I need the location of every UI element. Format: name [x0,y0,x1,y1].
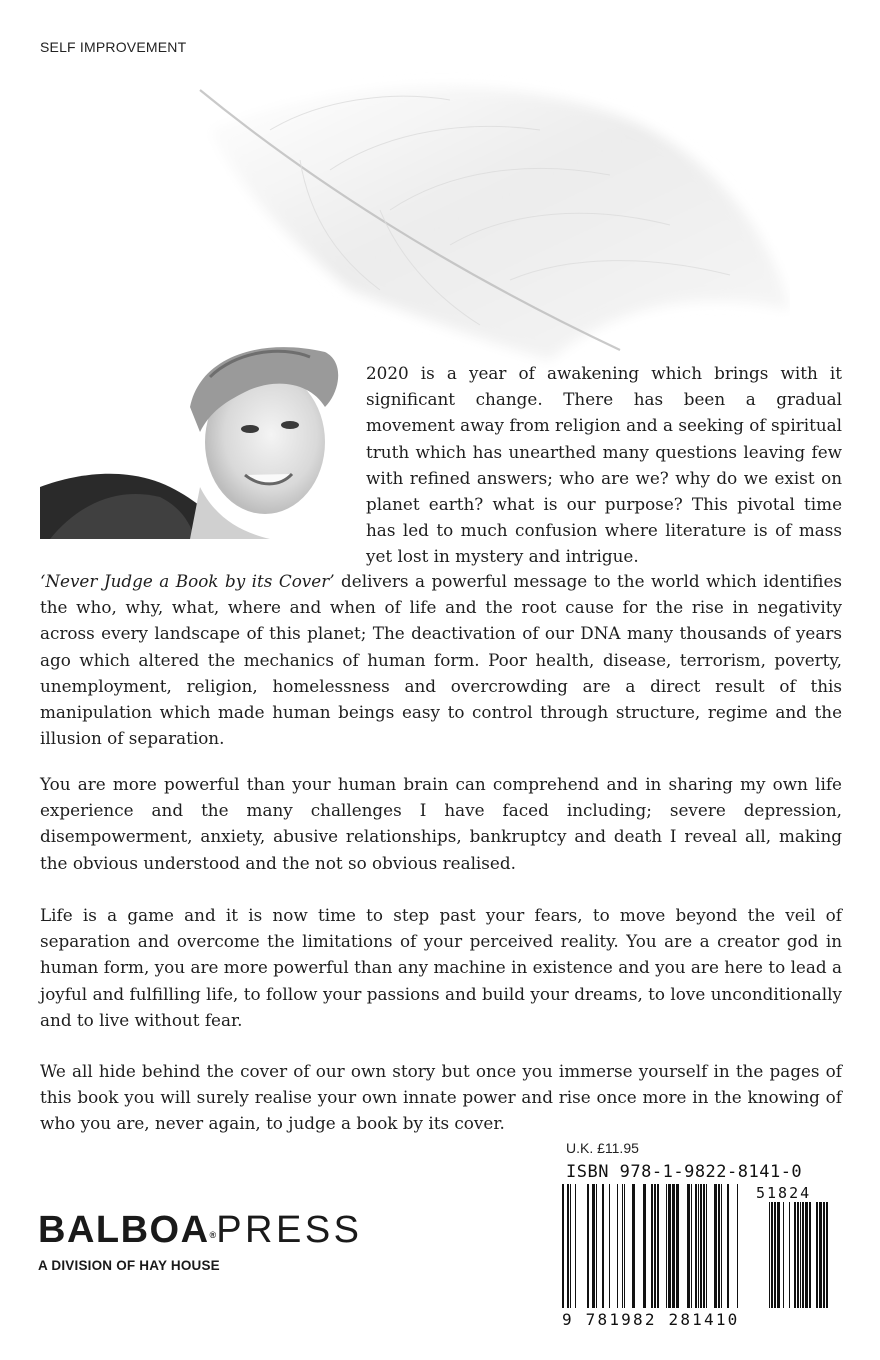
barcode-bar [562,1184,564,1308]
barcode-bar [721,1184,722,1308]
description-paragraph [40,568,842,751]
barcode-bars [556,1156,846,1334]
barcode-bar [654,1184,656,1308]
barcode-bar [737,1184,738,1308]
barcode-bar [727,1184,729,1308]
barcode-bar [800,1202,801,1308]
life-game-paragraph: Life is a game and it is now time to step past your fears, to move beyond the veil of separation and overcome the limitations of your perceived reality. You are a creator god in human form, you are more powerful than any machine in existence and you are here to lead a joyful and fulfilling life, to follow your passions and build your dreams, to love unconditionally and to live without fear. [40,905,842,1030]
publisher-name [38,1210,398,1255]
barcode-bar [774,1202,776,1308]
price-label: U.K. £11.95 [566,1140,639,1156]
barcode-bar [657,1184,659,1308]
barcode-bar [794,1202,796,1308]
author-photo [40,337,340,539]
barcode-bar [596,1184,597,1308]
description-text: delivers a powerful message to the world which identifies the who, why, what, where and when of life and the root cause for the rise in negativity across every landscape of this planet; The deactivation of our DNA many thousands of years ago which altered the mechanics of human form. Poor health, disease, terrorism, poverty, unemployment, religion, homelessness and overcrowding are a direct result of this manipulation which made human beings easy to control through structure, regime and the illusion of separation. [40,571,842,749]
barcode-bar [617,1184,618,1308]
barcode-bar [777,1202,780,1308]
barcode-bar [816,1202,818,1308]
barcode-bar [687,1184,690,1308]
publisher-name-light: PRESS [216,1209,363,1251]
barcode-bar [668,1184,671,1308]
barcode-bar [651,1184,653,1308]
closing-paragraph: We all hide behind the cover of our own story but once you immerse yourself in the pages of this book you will surely realise your own innate power and rise once more in the knowing of who you are, never again, to judge a book by its cover. [40,1061,842,1134]
barcode-bar [819,1202,822,1308]
barcode-bar [802,1202,804,1308]
barcode-bar [609,1184,610,1308]
barcode-bar [809,1202,811,1308]
barcode-bar [703,1184,705,1308]
publisher-division: A DIVISION OF HAY HOUSE [38,1258,220,1273]
barcode-bar [700,1184,702,1308]
barcode-bar [570,1184,571,1308]
publisher-logo [38,1210,398,1273]
barcode-bar [769,1202,770,1308]
barcode-bar [826,1202,828,1308]
barcode-bar [672,1184,675,1308]
category-label: SELF IMPROVEMENT [40,39,187,55]
barcode-bar [575,1184,576,1308]
barcode-bar [643,1184,646,1308]
price-addon-number: 51824 [756,1184,812,1202]
barcode-bar [718,1184,720,1308]
barcode-bar [666,1184,667,1308]
book-title: ‘Never Judge a Book by its Cover’ [40,571,335,591]
barcode-bar [823,1202,825,1308]
barcode-bar [676,1184,679,1308]
intro-paragraph: 2020 is a year of awakening which brings with it significant change. There has been a gradual movement away from religion and a seeking of spiritual truth which has unearthed many questions leaving few with refined answers; who are we? why do we exist on planet earth? what is our purpose? This pivotal time has led to much confusion where literature is of mass yet lost in mystery and intrigue. [366,363,842,567]
barcode-bar [632,1184,635,1308]
barcode-bar [592,1184,595,1308]
isbn-number: ISBN 978-1-9822-8141-0 [566,1162,803,1182]
barcode-bar [622,1184,623,1308]
barcode-bar [797,1202,799,1308]
barcode-bar [624,1184,625,1308]
barcode-bar [706,1184,707,1308]
publisher-name-bold: BALBOA [38,1209,210,1251]
barcode-bar [602,1184,604,1308]
barcode-bar [698,1184,699,1308]
ean-number: 9 781982 281410 [562,1310,740,1329]
barcode-bar [695,1184,697,1308]
barcode-bar [789,1202,790,1308]
barcode-bar [771,1202,773,1308]
barcode-bar [714,1184,717,1308]
barcode-bar [805,1202,808,1308]
registered-mark: ® [209,1230,217,1240]
barcode [556,1156,846,1334]
barcode-bar [783,1202,784,1308]
barcode-bar [691,1184,692,1308]
barcode-bar [587,1184,589,1308]
author-experience-paragraph: You are more powerful than your human brain can comprehend and in sharing my own life experience and the many challenges I have faced including; severe depression, disempowerment, anxiety, abusive relationships, bankruptcy and death I reveal all, making the obvious understood and the not so obvious realised. [40,774,842,873]
barcode-bar [567,1184,569,1308]
